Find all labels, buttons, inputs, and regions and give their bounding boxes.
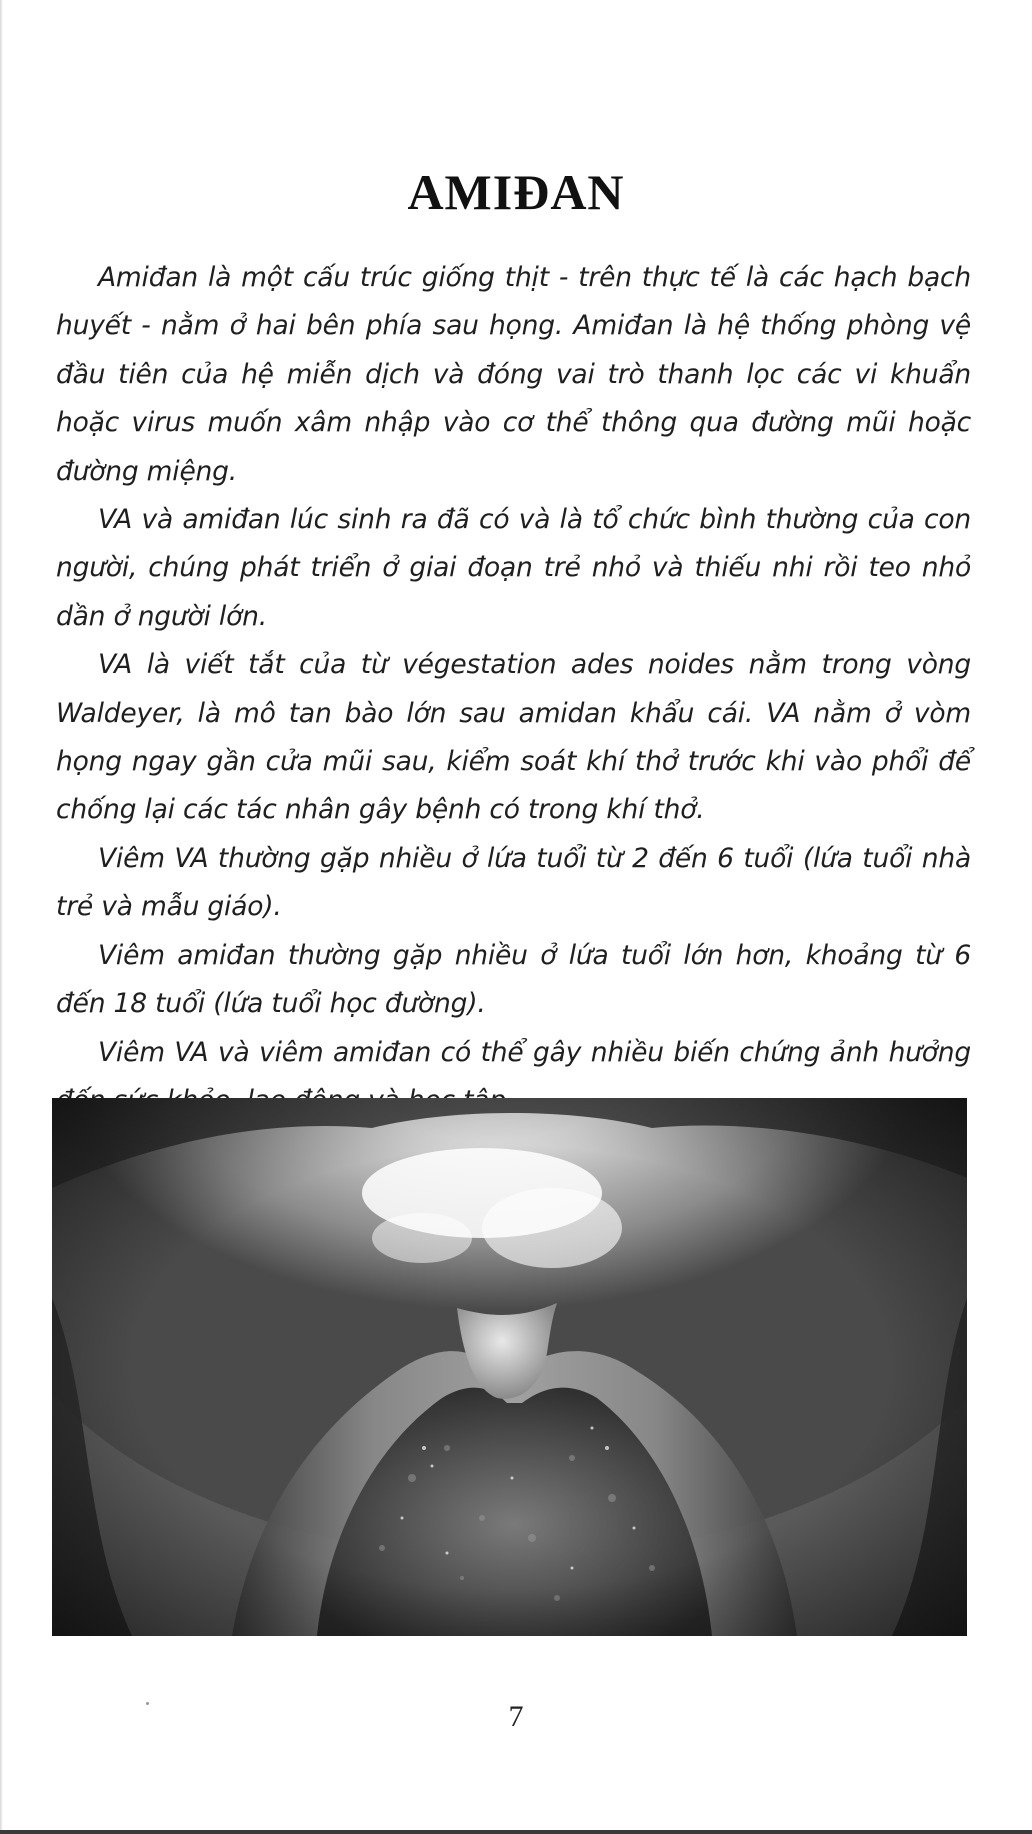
page-bottom-edge <box>0 1830 1032 1834</box>
throat-photo <box>52 1098 967 1636</box>
paragraph-va-and-tonsil-development: VA và amiđan lúc sinh ra đã có và là tổ chức bình thường của con người, chúng phát triển ở giai đoạn trẻ nhỏ và thiếu nhi rồi teo nhỏ dần ở người lớn. <box>56 504 971 632</box>
page-edge-shadow <box>0 0 3 1834</box>
body-text <box>56 254 971 1125</box>
paragraph-tonsillitis-age: Viêm amiđan thường gặp nhiều ở lứa tuổi lớn hơn, khoảng từ 6 đến 18 tuổi (lứa tuổi học đường). <box>56 939 971 1020</box>
paragraph-va-inflammation-age: Viêm VA thường gặp nhiều ở lứa tuổi từ 2 đến 6 tuổi (lứa tuổi nhà trẻ và mẫu giáo). <box>56 842 971 923</box>
paragraph-complications: Viêm VA và viêm amiđan có thể gây nhiều biến chứng ảnh hưởng <box>98 1036 971 1068</box>
paragraph-tonsil-definition: Amiđan là một cấu trúc giống thịt - trên thực tế là các hạch bạch huyết - nằm ở hai bên phía sau họng. Amiđan là hệ thống phòng vệ đầu tiên của hệ miễn dịch và đóng vai trò thanh lọc các vi khuẩn hoặc virus muốn xâm nhập vào cơ thể thông qua đường mũi hoặc đường miệng. <box>56 262 971 487</box>
print-speck <box>146 1702 149 1705</box>
paragraph-va-definition: VA là viết tắt của từ végestation ades noides nằm trong vòng Waldeyer, là mô tan bào lớn sau amidan khẩu cái. VA nằm ở vòm họng ngay gần cửa mũi sau, kiểm soát khí thở trước khi vào phổi để chống lại các tác nhân gây bệnh có trong khí thở. <box>56 649 971 826</box>
page-number: 7 <box>508 1700 524 1733</box>
page-title: AMIĐAN <box>407 164 625 220</box>
